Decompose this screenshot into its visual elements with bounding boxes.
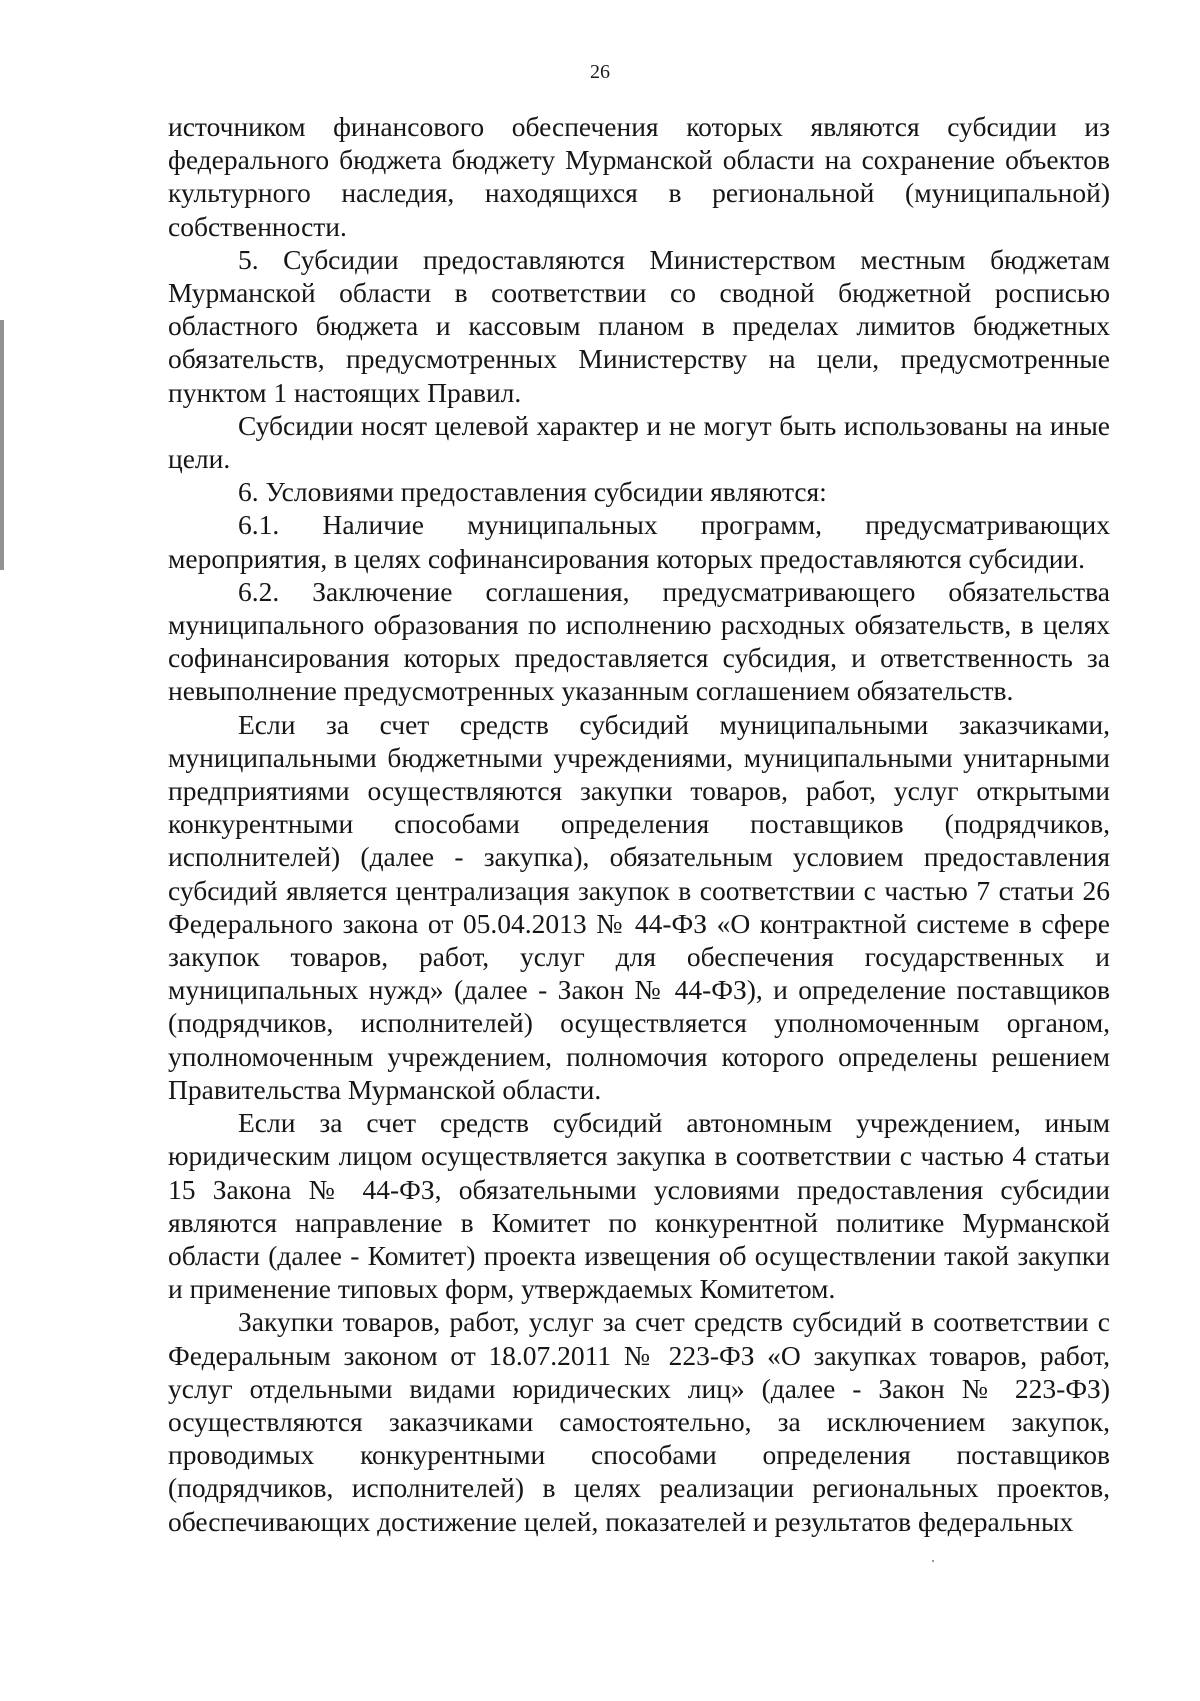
- paragraph-purpose: Субсидии носят целевой характер и не могут быть использованы на иные цели.: [168, 409, 1110, 475]
- scan-edge-mark: [0, 320, 4, 570]
- paragraph-autonomous-procurement: Если за счет средств субсидий автономным учреждением, иным юридическим лицом осуществляется закупка в соответствии с частью 4 статьи 15 Закона № 44-ФЗ, обязательными условиями предоставления субсидии являются направление в Комитет по конкурентной политике Мурманской области (далее - Комитет) проекта извещения об осуществлении такой закупки и применение типовых форм, утверждаемых Комитетом.: [168, 1107, 1110, 1305]
- page-number: 26: [590, 61, 610, 83]
- paragraph-continuation: источником финансового обеспечения которых являются субсидии из федерального бюджета бюджету Мурманской области на сохранение объектов культурного наследия, находящихся в региональной (муниципальной) собственности.: [168, 111, 1110, 242]
- document-body: [168, 110, 1110, 1538]
- paragraph-item-5: 5. Субсидии предоставляются Министерством местным бюджетам Мурманской области в соответствии со сводной бюджетной росписью областного бюджета и кассовым планом в пределах лимитов бюджетных обязательств, предусмотренных Министерству на цели, предусмотренные пунктом 1 настоящих Правил.: [168, 243, 1110, 408]
- paragraph-item-6-1: 6.1. Наличие муниципальных программ, предусматривающих мероприятия, в целях софинансирования которых предоставляются субсидии.: [168, 509, 1110, 574]
- paragraph-223-fz-procurement: Закупки товаров, работ, услуг за счет средств субсидий в соответствии с Федеральным законом от 18.07.2011 № 223-ФЗ «О закупках товаров, работ, услуг отдельными видами юридических лиц» (далее - Закон № 223-ФЗ) осуществляются заказчиками самостоятельно, за исключением закупок, проводимых конкурентными способами определения поставщиков (подрядчиков, исполнителей) в целях реализации региональных проектов, обеспечивающих достижение целей, показателей и результатов федеральных: [168, 1306, 1110, 1537]
- paragraph-centralized-procurement: Если за счет средств субсидий муниципальными заказчиками, муниципальными бюджетными учреждениями, муниципальными унитарными предприятиями осуществляются закупки товаров, работ, услуг открытыми конкурентными способами определения поставщиков (подрядчиков, исполнителей) (далее - закупка), обязательным условием предоставления субсидий является централизация закупок в соответствии с частью 7 статьи 26 Федерального закона от 05.04.2013 № 44-ФЗ «О контрактной системе в сфере закупок товаров, работ, услуг для обеспечения государственных и муниципальных нужд» (далее - Закон № 44-ФЗ), и определение поставщиков (подрядчиков, исполнителей) осуществляется уполномоченным органом, уполномоченным учреждением, полномочия которого определены решением Правительства Мурманской области.: [168, 708, 1110, 1105]
- paragraph-item-6: 6. Условиями предоставления субсидии являются:: [238, 476, 827, 508]
- scan-speck: [932, 1560, 934, 1562]
- paragraph-item-6-2: 6.2. Заключение соглашения, предусматривающего обязательства муниципального образования по исполнению расходных обязательств, в целях софинансирования которых предоставляется субсидия, и ответственность за невыполнение предусмотренных указанным соглашением обязательств.: [168, 575, 1110, 707]
